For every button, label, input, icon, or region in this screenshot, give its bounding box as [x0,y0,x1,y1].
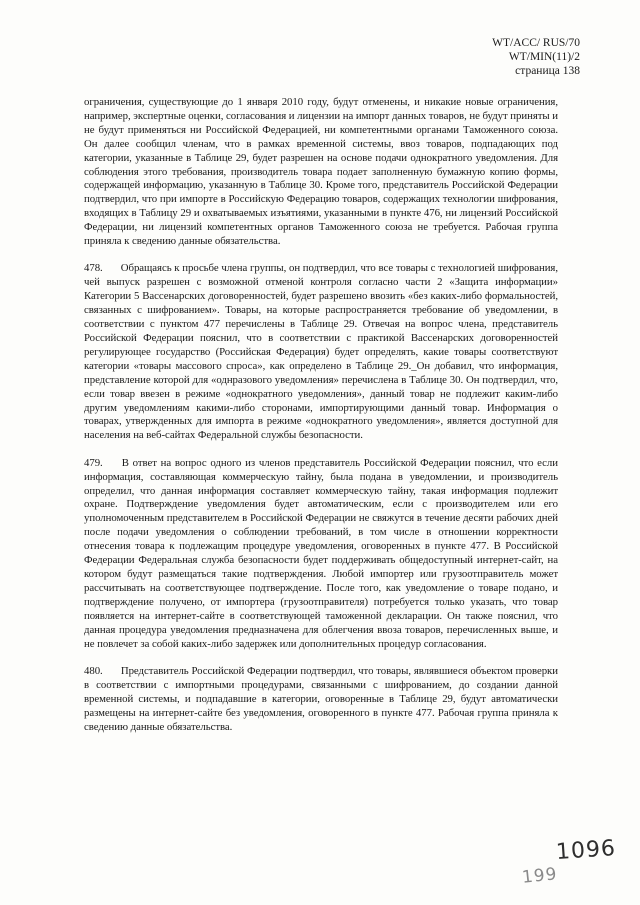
paragraph-number: 478. [84,262,103,275]
paragraph-479 [84,457,558,652]
document-symbol-2: WT/MIN(11)/2 [508,51,580,63]
paragraph-number: 479. [84,456,103,469]
paragraph-480 [84,665,558,735]
handwritten-faint-mark: 199 [521,864,559,888]
paragraph-text: ограничения, существующие до 1 января 2010 году, будут отменены, и никакие новые ограничения, например, экспертные оценки, согласования и лицензии на импорт данных товаров, не будут приняты и не будут применяться ни Российской Федерацией, ни компетентными органами Таможенного союза. Он далее сообщил членам, что в рамках временной системы, ввоз товаров, подпадающих под категории, указанные в Таблице 29, будет разрешен на основе подачи однократного уведомления. Для соблюдения этого требования, производитель товара подает заполненную бумажную копию формы, содержащей информацию, указанную в Таблице 30. Кроме того, представитель Российской Федерации подтвердил, что при импорте в Российскую Федерацию товаров, содержащих технологии шифрования, входящих в Таблицу 29 и охватываемых изъятиями, указанными в пункте 476, ни лицензий Российской Федерации, ни лицензий компетентных органов Таможенного союза не требуется. Рабочая группа приняла к сведению данные обязательства. [84,96,558,248]
paragraph-478 [84,262,558,443]
page-number: страница 138 [515,65,580,77]
paragraph-text: Представитель Российской Федерации подтвердил, что товары, являвшиеся объектом проверки в соответствии с импортными процедурами, связанными с шифрованием, до создании данной временной системы, и подпадавшие в категории, оговоренные в Таблице 29, будут автоматически размещены на интернет-сайте без уведомления, оговоренного в пункте 477. Рабочая группа приняла к сведению данные обязательства. [84,664,558,733]
document-symbol-1: WT/ACC/ RUS/70 [492,37,580,49]
paragraph-continuation [84,96,558,249]
document-header [492,36,580,78]
paragraph-number: 480. [84,664,103,677]
paragraph-text: В ответ на вопрос одного из членов представитель Российской Федерации пояснил, что если информация, составляющая коммерческую тайну, была подана в уведомлении, и производитель определил, что данная информация составляет коммерческую тайну, такая информация подлежит охране. Подтверждение уведомления будет автоматическим, если с производителем или его уполномоченным представителем в Российской Федерации не свяжутся в течение десяти рабочих дней после подачи уведомления о соблюдении требований, в том числе в отношении корректности отнесения товара к подлежащим процедуре уведомления, оговоренных в пункте 477. В Российской Федерации Федеральная служба безопасности будет поддерживать общедоступный интернет-сайт, на котором будут размещаться такие подтверждения. Любой импортер или грузоотправитель может рассчитывать на соответствующее подтверждение. После того, как уведомление о товаре подано, и подтверждение получено, от импортера (грузоотправителя) потребуется только указать, что товар появляется на интернет-сайте в соответствующей таможенной декларации. Он также пояснил, что данная процедура уведомления предназначена для облегчения ввоза товаров, перечисленных выше, и не повлечет за собой каких-либо задержек или дополнительных процедур согласования. [84,456,558,650]
handwritten-page-mark: 1096 [555,835,617,866]
paragraph-text: Обращаясь к просьбе члена группы, он подтвердил, что все товары с технологией шифрования, чей выпуск разрешен с возможной отменой контроля согласно части 2 «Защита информации» Категории 5 Вассенарских договоренностей, будет разрешено ввозить «без каких-либо формальностей, связанных с шифрованием». Товары, на которые распространяется требование об уведомлении, в соответствии с пунктом 477 перечислены в Таблице 29. Отвечая на вопрос члена, представитель Российской Федерации пояснил, что в соответствии с практикой Вассенарских договоренностей регулирующее государство (Российская Федерация) будет определять, какие товары соответствуют категории «товары массового спроса», как определено в Таблице 29._Он добавил, что информация, представление которой для «однразового уведомления» перечислена в Таблице 30. Он подтвердил, что, если товар ввезен в режиме «однократного уведомления», данный товар не подлежит каким-либо другим уведомлениям какими-либо сторонами, импортирующими данный товар. Информация о товарах, утвержденных для импорта в режиме «однократного уведомления», является доступной для населения на веб-сайтах Федеральной службы безопасности. [84,262,558,442]
document-body [84,96,558,748]
